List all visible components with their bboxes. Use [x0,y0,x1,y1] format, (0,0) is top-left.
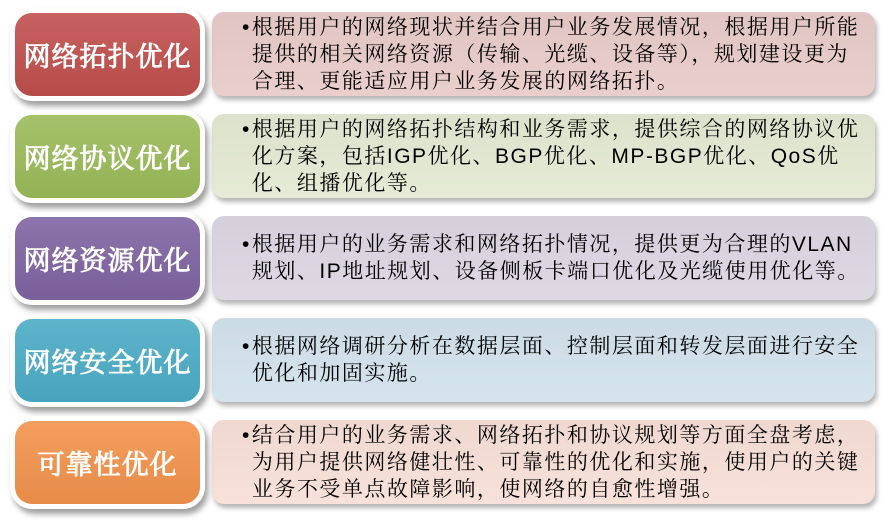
category-label-text: 网络资源优化 [23,246,192,276]
description-text: 根据用户的网络拓扑结构和业务需求，提供综合的网络协议优化方案，包括IGP优化、BGP优化、MP-BGP优化、QoS优化、组播优化等。 [251,117,860,195]
bullet-marker: • [242,117,251,141]
bullet-item [242,14,863,95]
description-panel [212,12,875,96]
description-panel [212,318,875,402]
bullet-marker: • [242,233,251,256]
category-label [10,212,205,305]
category-label [10,314,205,407]
description-panel [212,420,875,504]
description-text: 根据用户的网络现状并结合用户业务发展情况，根据用户所能提供的相关网络资源（传输、光缆、设备等），规划建设更为合理、更能适应用户业务发展的网络拓扑。 [251,15,860,93]
bullet-marker: • [242,423,251,447]
description-panel [212,114,875,198]
process-row [0,212,887,307]
bullet-item [242,231,863,285]
description-panel [212,216,875,300]
category-label [10,8,205,101]
description-text: 根据用户的业务需求和网络拓扑情况，提供更为合理的VLAN规划、IP地址规划、设备侧板卡端口优化及光缆使用优化等。 [251,233,860,283]
process-row [0,110,887,205]
category-label-text: 可靠性优化 [37,450,178,480]
bullet-marker: • [242,335,251,358]
category-label-text: 网络协议优化 [23,144,192,174]
description-text: 结合用户的业务需求、网络拓扑和协议规划等方面全盘考虑，为用户提供网络健壮性、可靠性的优化和实施，使用户的关键业务不受单点故障影响，使网络的自愈性增强。 [251,423,860,501]
process-row [0,8,887,103]
description-text: 根据网络调研分析在数据层面、控制层面和转发层面进行安全优化和加固实施。 [251,335,860,385]
bullet-item [242,116,863,197]
bullet-item [242,333,863,387]
category-label-text: 网络安全优化 [23,348,192,378]
bullet-marker: • [242,15,251,39]
category-label [10,416,205,509]
process-row [0,314,887,409]
process-row [0,416,887,511]
category-label-text: 网络拓扑优化 [23,42,192,72]
bullet-item [242,422,863,503]
category-label [10,110,205,203]
